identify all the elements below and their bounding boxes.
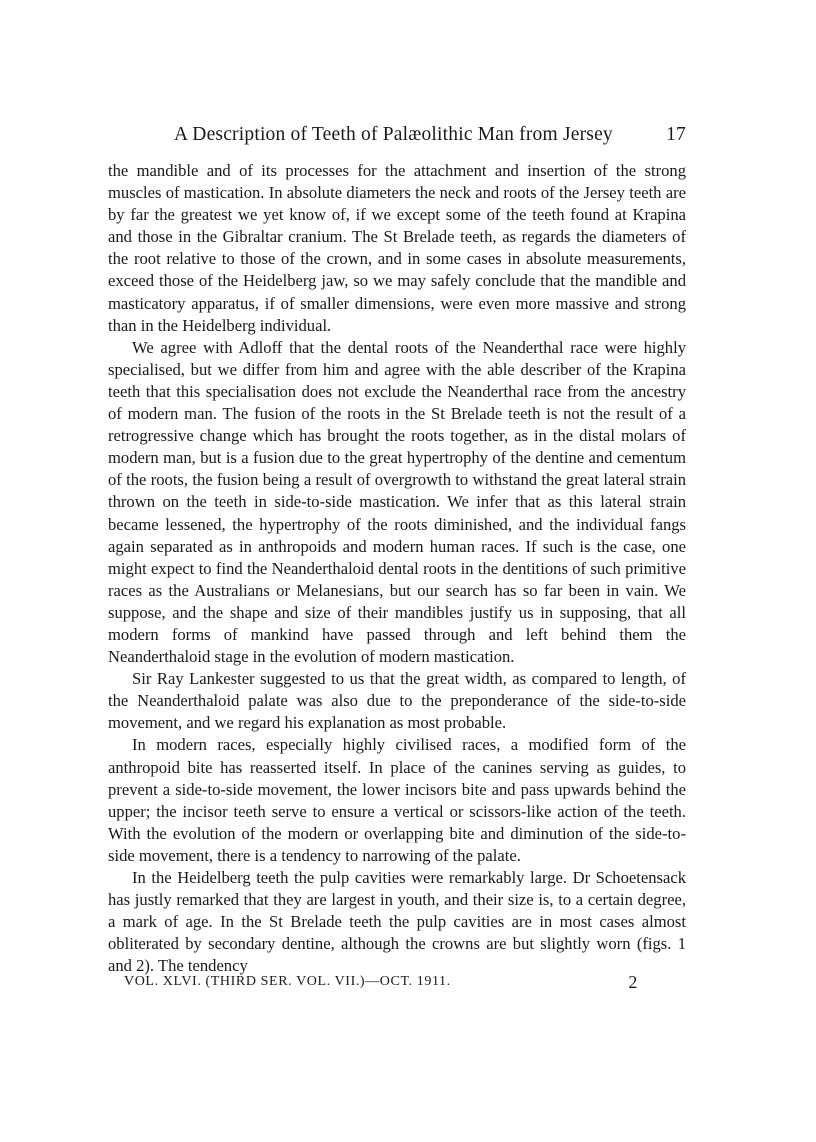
body-text [108,160,686,977]
footer [124,972,638,994]
running-title: A Description of Teeth of Palæolithic Man from Jersey [174,124,613,145]
paragraph-neanderthal-roots: We agree with Adloff that the dental roots of the Neanderthal race were highly specialised, but we differ from him and agree with the able describer of the Krapina teeth that this specialisation does not exclude the Neanderthal race from the ancestry of modern man. The fusion of the roots in the St Brelade teeth is not the result of a retrogressive change which has brought the roots together, as in the distal molars of modern man, but is a fusion due to the great hypertrophy of the dentine and cementum of the roots, the fusion being a result of overgrowth to withstand the great lateral strain thrown on the teeth in side-to-side mastication. We infer that as this lateral strain became lessened, the hypertrophy of the roots diminished, and the individual fangs again separated as in anthropoids and modern human races. If such is the case, one might expect to find the Neanderthaloid dental roots in the dentitions of such primitive races as the Australians or Melanesians, but our search has so far been in vain. We suppose, and the shape and size of their mandibles justify us in supposing, that all modern forms of mankind have passed through and left behind them the Neanderthaloid stage in the evolution of modern mastication. [108,337,686,667]
paragraph-lankester: Sir Ray Lankester suggested to us that the great width, as compared to length, of the Neanderthaloid palate was also due to the preponderance of the side-to-side movement, and we regard his explanation as most probable. [108,669,686,733]
running-head [108,124,686,150]
paragraph-modern-races: In modern races, especially highly civilised races, a modified form of the anthropoid bite has reasserted itself. In place of the canines serving as guides, to prevent a side-to-side movement, the lower incisors bite and pass upwards behind the upper; the incisor teeth serve to ensure a vertical or scissors-like action of the teeth. With the evolution of the modern or overlapping bite and diminution of the side-to-side movement, there is a tendency to narrowing of the palate. [108,735,686,865]
paragraph-continued: the mandible and of its processes for the attachment and insertion of the strong muscles of mastication. In absolute diameters the neck and roots of the Jersey teeth are by far the greatest we yet know of, if we except some of the teeth found at Krapina and those in the Gibraltar cranium. The St Brelade teeth, as regards the diameters of the root relative to those of the crown, and in some cases in absolute measurements, exceed those of the Heidelberg jaw, so we may safely conclude that the mandible and masticatory apparatus, if of smaller dimensions, were even more massive and strong than in the Heidelberg individual. [108,161,686,335]
signature-mark: 2 [628,972,638,992]
volume-line: VOL. XLVI. (THIRD SER. VOL. VII.)—OCT. 1911. [124,974,451,989]
paragraph-pulp-cavities: In the Heidelberg teeth the pulp cavities were remarkably large. Dr Schoetensack has justly remarked that they are largest in youth, and their size is, to a certain degree, a mark of age. In the St Brelade teeth the pulp cavities are in most cases almost obliterated by secondary dentine, although the crowns are but slightly worn (figs. 1 and 2). The tendency [108,868,686,976]
page-number: 17 [666,124,686,145]
